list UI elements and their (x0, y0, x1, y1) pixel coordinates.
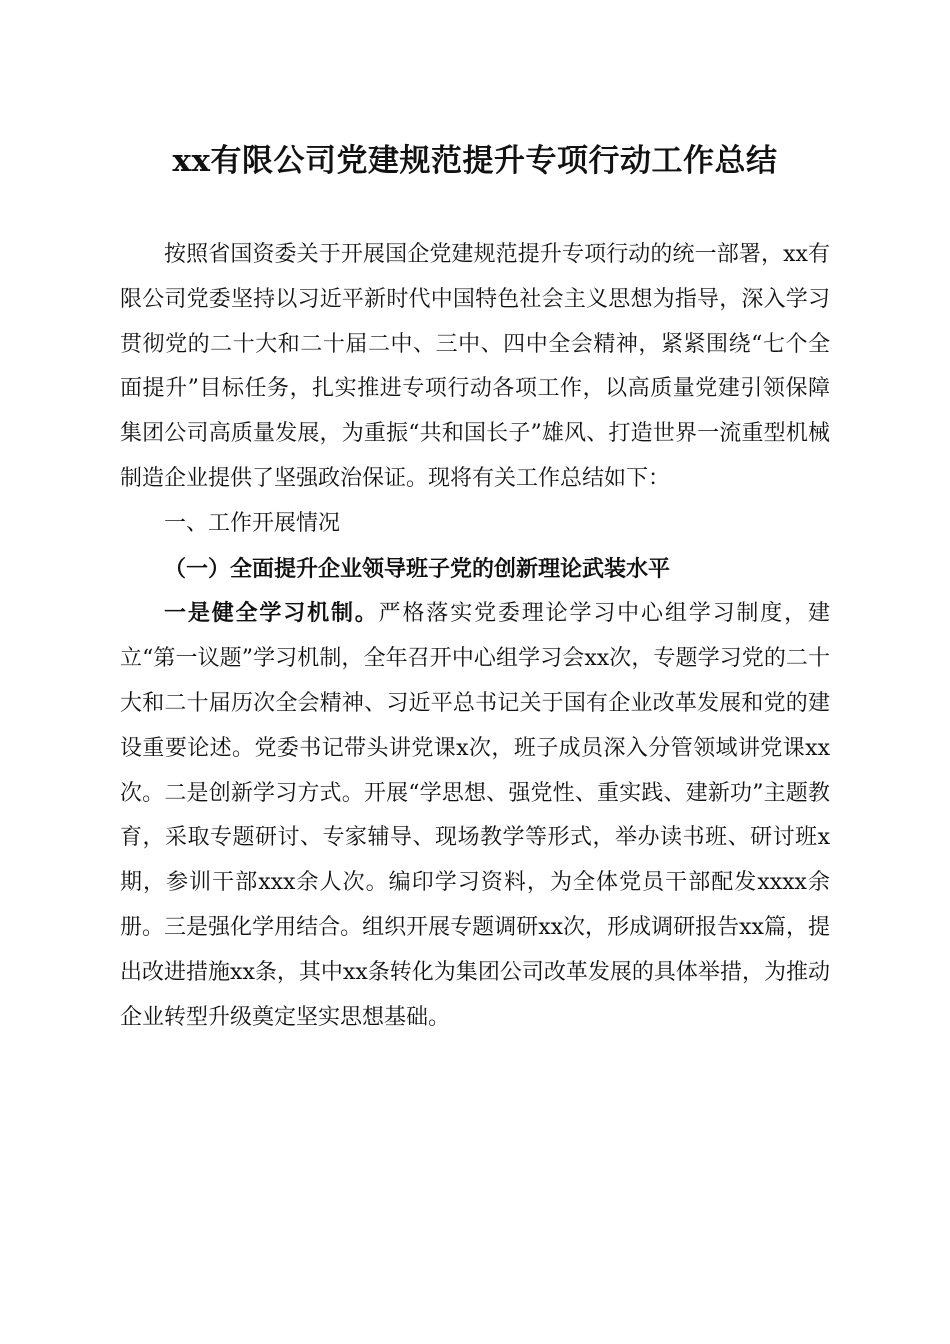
subsection-heading: （一）全面提升企业领导班子党的创新理论武装水平 (164, 555, 671, 582)
document-title: xx有限公司党建规范提升专项行动工作总结 (172, 143, 778, 179)
paragraph-lead: 一是健全学习机制。 (164, 600, 379, 627)
body-paragraph (120, 591, 830, 1040)
paragraph-text: 严格落实党委理论学习中心组学习制度，建立“第一议题”学习机制，全年召开中心组学习会xx次，专题学习党的二十大和二十届历次全会精神、习近平总书记关于国有企业改革发展和党的建设重要论述。党委书记带头讲党课x次，班子成员深入分管领域讲党课xx次。二是创新学习方式。开展“学思想、强党性、重实践、建新功”主题教育，采取专题研讨、专家辅导、现场教学等形式，举办读书班、研讨班x期，参训干部xxx余人次。编印学习资料，为全体党员干部配发xxxx余册。三是强化学用结合。组织开展专题调研xx次，形成调研报告xx篇，提出改进措施xx条，其中xx条转化为集团公司改革发展的具体举措，为推动企业转型升级奠定坚实思想基础。 (120, 601, 830, 1030)
intro-paragraph: 按照省国资委关于开展国企党建规范提升专项行动的统一部署，xx有限公司党委坚持以习近平新时代中国特色社会主义思想为指导，深入学习贯彻党的二十大和二十届二中、三中、四中全会精神，紧紧围绕“七个全面提升”目标任务，扎实推进专项行动各项工作，以高质量党建引领保障集团公司高质量发展，为重振“共和国长子”雄风、打造世界一流重型机械制造企业提供了坚强政治保证。现将有关工作总结如下： (120, 242, 830, 491)
section-heading: 一、工作开展情况 (164, 510, 341, 536)
document-body (120, 233, 830, 1040)
